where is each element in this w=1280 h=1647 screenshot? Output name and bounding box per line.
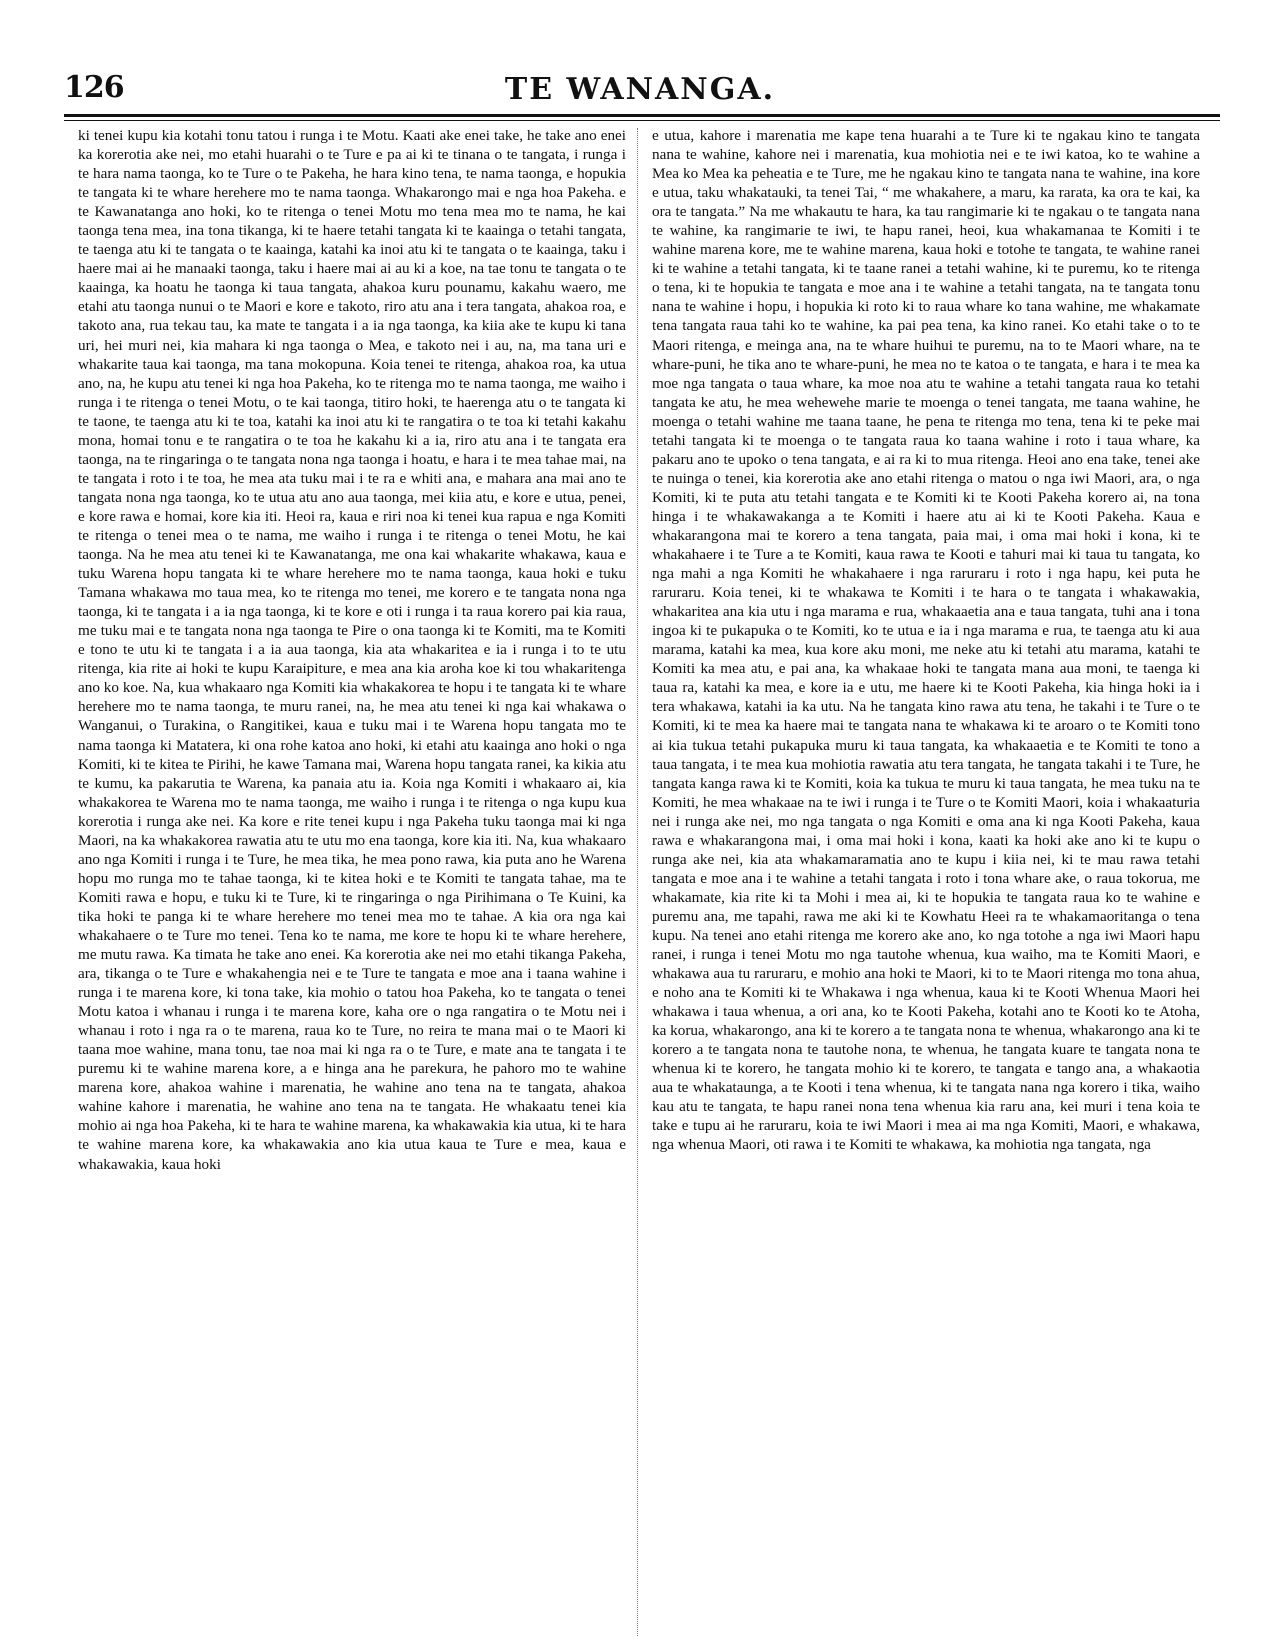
header-rule-thin bbox=[64, 120, 1220, 121]
left-column bbox=[78, 126, 626, 1174]
right-column-text: e utua, kahore i marenatia me kape tena huarahi a te Ture ki te ngakau kino te tangata nana te wahine, kahore nei i marenatia, kua mohiotia nei e te iwi katoa, ko te wahine a Mea ko Mea ka peheatia e te Ture, me he ngakau kino te tangata nana te wahine, ina kore e utua, taku whakatauki, ta tenei Tai, “ me whakahere, a maru, ka rarata, ka ora te kai, ka ora te tangata.” Na me whakautu te hara, ka tau rangimarie ki te ngakau o te tangata nana te wahine, ka rangimarie te iwi, te hapu ranei, heoi, kua whakamanaa te Komiti i te wahine marena kore, me te wahine marena, kaua hoki e totohe te tangata, te wahine ranei ki te wahine a tetahi tangata, ki te taane ranei a tetahi wahine, ki te puremu, ko te ritenga o tena, ki te hopukia te tangata e moe ana i te wahine a tetahi tangata, na te tangata tonu nana te wahine i hopu, i hopukia ki roto ki to raua whare ko tana wahine, me whakamate tena tangata raua tahi ko te wahine, ka pai pea tena, ka kino ranei. Ko etahi take o to te Maori ritenga, e meinga ana, na te whare huihui te puremu, na to te Maori whare, na te whare-puni, he tika ano te whare-puni, he mea no te katoa o te tangata, e hara i te mea ka moe nga tangata o taua whare, ka moe noa atu te wahine a tetahi tangata raua ko tetahi tangata ke atu, he mea wehewehe marie te moenga o tenei tangata, me taana wahine, he moenga o tetahi wahine me taana taane, he pena te ritenga mo tena, tena ki te peke mai tetahi tangata ki te moenga o te tangata raua ko taana wahine i roto i taua whare, ka pakaru ano te upoko o tena tangata, e ai ra ki to mua ritenga. Heoi ano ena take, tenei ake te nuinga o tenei, kia korerotia ake ano etahi ritenga o matou o nga iwi Maori, ara, o nga Komiti, ki te puta atu tetahi tangata e te Komiti ki te Kooti Pakeha korero ai, na tona hinga i te whakawakanga a te Komiti i haere atu ai ki te Kooti Pakeha. Kaua e whakarangona mai te korero a tena tangata, paia mai, i oma mai hoki i kona, ki te whakahaere i te Ture a te Komiti, kaua rawa te Kooti e tahuri mai ki taua tu tangata, ko nga mahi a nga Komiti he whakahaere i nga raruraru i roto i nga hapu, kei puta he raruraru. Koia tenei, ki te whakawa te Komiti i te hara o te tangata i whakawakia, whakaritea ana kia utu i nga marama e rua, whakaaetia ana e taua tangata, tuhi ana i tona ingoa ki te pukapuka o te Komiti, ko te utua e ia i nga marama e rua, te taenga atu ki aua marama, katahi ka mea, kua kore aku moni, me neke atu ki tetahi atu marama, katahi te Komiti ka mea atu, e pai ana, ka whakaae hoki te tangata mana aua moni, te taenga ki taua ra, katahi ka mea, e kore ia e utu, me haere ki te Kooti Pakeha, kia hinga hoki ia i tera whakawa, katahi ia ka utu. Na he tangata kino rawa atu tena, he takahi i te Ture o te Komiti, ki te mea ka haere mai te tangata nana te whakawa ki te aroaro o te Komiti tono ai kia tukua tetahi pukapuka muru ki taua tangata, ka whakaaetia e te Komiti te tono a taua tangata, i te mea kua mohiotia rawatia atu tera tangata, he tangata takahi i te Ture, he tangata kanga rawa ki te Komiti, koia ka tukua te muru ki taua tangata, he mea tuku na te Komiti, he mea whakaae na te iwi i runga i te Ture o te Komiti Maori, koia i whakaaturia nei i runga ake nei, mo nga tangata o nga Komiti e oma ana ki nga Kooti Pakeha, kaua rawa e whakarangona mai, i oma mai hoki i kona, kaati ka hoki ake ano ki te kupu o runga ake nei, kia ata whakamaramatia ano te kupu i kiia nei, ki te mau rawa tetahi tangata e moe ana i te wahine a tetahi tangata i roto i tona whare ake, o raua tokorua, me whakamate, kia rite ki ta Mohi i mea ai, ki te hopukia te tangata raua ko te wahine e puremu ana, me tapahi, rawa me aki ki te Kowhatu Heei ra te whakamaoritanga o tena kupu. Na tenei ano etahi ritenga me korero ake ano, ko nga totohe a nga iwi Maori hapu ranei, i runga i tenei Motu mo nga tautohe whenua, kua waiho, ma te Komiti Maori, e whakawa aua tu raruraru, e mohio ana hoki te Maori, ki to te Maori ritenga mo tona ahua, e noho ana te Komiti ki te Whakawa i nga whenua, kaua ki te Kooti Whenua Maori hei whakawa i taua whenua, a ori ana, ko te Kooti Pakeha, kotahi ano te Kooti ko te Atoha, ka korua, whakarongo, ana ki te korero a te tangata nona te whenua, whakarongo ana ki te korero a te tangata nona te tautohe nona, te whenua, he tangata kuare te tangata nona te whenua ki te korero, he tangata mohio ki te korero, te tangata e tango ana, a whakaotia aua te whakataunga, a te Kooti i tena whenua, ki te tangata nana nga korero i tika, waiho kau atu te tangata, te hapu ranei nona tena whenua kia raru ana, kei muri i tena koia te take e tupu ai he raruraru, koia te iwi Maori i mea ai ma nga Komiti, Maori, e whakawa, nga whenua Maori, oti rawa i te Komiti te whakawa, ka mohiotia nga tangata, nga bbox=[652, 127, 1200, 1154]
column-separator bbox=[637, 128, 638, 1636]
header-rule-thick bbox=[64, 114, 1220, 117]
page-number: 126 bbox=[64, 70, 124, 105]
left-column-text: ki tenei kupu kia kotahi tonu tatou i runga i te Motu. Kaati ake enei take, he take ano enei ka korerotia ake nei, mo etahi huarahi o te Ture e pa ai ki te tinana o te tangata, i runga i te hara nama taonga, ko te Ture o te Pakeha, he hara kino tena, te nama taonga, e hopukia te tangata ki te whare herehere mo te nama taonga. Whakarongo mai e nga hoa Pakeha. e te Kawanatanga ano hoki, ko te ritenga o tenei Motu mo tena mea mo te nama, he kai taonga tena mea, ina tona tikanga, ki te haere tetahi tangata ki te kaainga o tetahi tangata, te taenga atu ki te tangata o te kaainga, katahi ka inoi atu ki te tangata o te kaainga, taku i haere mai ai he manaaki taonga, taku i haere mai ai au ki a koe, na tae tonu te tangata o te kaainga, ka hoatu he taonga ki taua tangata, ahakoa kuru pounamu, kakahu waero, me etahi atu taonga nunui o te Maori e kore e takoto, riro atu ana i tera tangata, ahakoa roa, e takoto ana, rua tekau tau, ka mate te tangata i a ia nga taonga, ka kiia ake te kupu ki tana uri, hei muri nei, kia mahara ki nga taonga o Mea, e takoto nei i au, na, ma tana uri e whakarite taua kai taonga, ma tana mokopuna. Koia tenei te ritenga, ahakoa roa, ka utua ano, na, he kupu atu tenei ki nga hoa Pakeha, ko te ritenga mo te nama taonga, me waiho i runga i te ritenga o tenei Motu, o te kai taonga, titiro hoki, te haerenga atu o te tangata ki te taone, te taenga atu ki te toa, katahi ka inoi atu ki te rangatira o te toa ki tetahi kakahu mona, homai tonu e te rangatira o te toa he kakahu ki a ia, riro atu ana i te tangata era taonga, na te ringaringa o te tangata nona nga taonga i hoatu, e hara i te mea tahae mai, na te tangata i roto i te toa, he mea ata tuku mai i te ra e whiti ana, e mahara ana mai ano te tangata nona nga taonga, ko te utua atu ano aua taonga, mei kiia atu, e kore e utua, penei, e kore rawa e homai, kore kia iti. Heoi ra, kaua e riri noa ki tenei kua rapua e nga Komiti te ritenga o tenei mea o te nama, me waiho i runga i te ritenga o tenei Motu, he kai taonga. Na he mea atu tenei ki te Kawanatanga, me ona kai whakarite whakawa, kaua e tuku Warena hopu tangata ki te whare herehere mo te nama taonga, kaua hoki e tuku Tamana whakawa mo taua mea, ko te ritenga mo tenei, me korero e te tangata nona nga taonga, ki te tangata i a ia nga taonga, ki te kore e oti i runga i ta raua korero pai kia raua, me tuku mai e te tangata nona nga taonga te Pire o ona taonga ki te Komiti, ma te Komiti e tono te utu ki te tangata i a ia aua taonga, kia ata whakaritea e ia i runga i to te utu ritenga, kia rite ai hoki te kupu Karaipiture, e mea ana kia aroha koe ki tou whakaritenga ano ko koe. Na, kua whakaaro nga Komiti kia whakakorea te hopu i te tangata ki te whare herehere mo te nama taonga, te muru ranei, na, he mea atu tenei ki nga kai whakawa o Wanganui, o Turakina, o Rangitikei, kaua e tuku mai i te Warena hopu tangata mo te nama taonga ki Matatera, ki ona rohe katoa ano hoki, ki etahi atu kaainga ano hoki o nga Komiti, ki te kitea te Pirihi, he kawe Tamana mai, Warena hopu tangata ranei, ka kikia atu te kumu, ka pakarutia te Warena, ka panaia atu ia. Koia nga Komiti i whakaaro ai, kia whakakorea te Warena mo te nama taonga, me waiho i runga i te ritenga o nga kupu kua korerotia i runga ake nei. Ka kore e rite tenei kupu i nga Pakeha tuku taonga mai ki nga Maori, na ka whakakorea rawatia atu te utu mo ena taonga, kore kia iti. Na, kua whakaaro ano nga Komiti i runga i te Ture, he mea tika, he mea pono rawa, kia puta ano he Warena hopu mo runga mo te tahae taonga, ki te kitea hoki e te Komiti te tangata tahae, ma te Komiti rawa e hopu, e tuku ki te Ture, ki te ringaringa o nga Pirihimana o Te Kuini, ka tika hoki te panga ki te whare herehere mo tenei mea mo te tahae. A kia ora nga kai whakahaere o te Ture mo tenei. Tena ko te nama, me kore te hopu ki te whare herehere, me mutu rawa. Ka timata he take ano enei. Ka korerotia ake nei mo etahi tikanga Pakeha, ara, tikanga o te Ture e whakahengia nei e te Ture te tangata e moe ana i taana wahine i runga i te marena kore, ki tona take, kia mohio o tatou hoa Pakeha, ko te tangata o tenei Motu katoa i whanau i runga i te marena kore, kaha ore o nga rangatira o te Motu nei i whanau i roto i nga ra o te marena, raua ko te Ture, no reira te mana mai o te Maori ki taana moe wahine, mana tonu, tae noa mai ki nga ra o te Ture, e mate ana te tangata i te puremu ki te wahine marena kore, a e hinga ana he parekura, he pahoro mo te wahine marena kore, ahakoa wahine i marenatia, he wahine ano tena na te tangata, ahakoa wahine kahore i marenatia, he wahine ano tena na te tangata. He whakaatu tenei kia mohio ai nga hoa Pakeha, ki te hara te wahine marena, ka whakawakia kia utua, ki te hara te wahine marena kore, ka whakawakia ano kia utua kaua te Ture e mea, kaua e whakawakia, kaua hoki bbox=[78, 127, 626, 1173]
right-column bbox=[652, 126, 1200, 1155]
masthead-title: TE WANANGA. bbox=[504, 72, 776, 107]
